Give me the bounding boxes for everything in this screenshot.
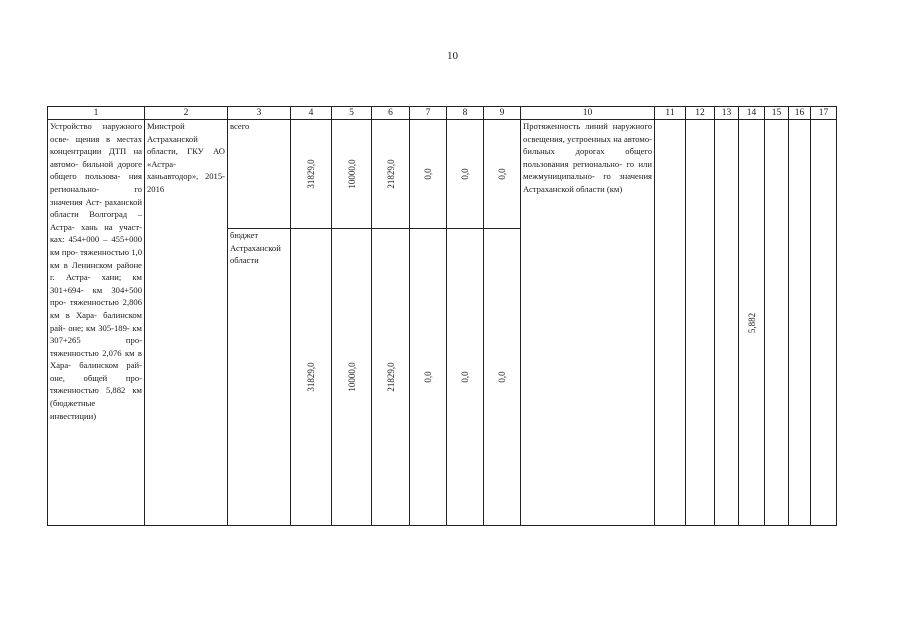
column-number: 16	[789, 107, 811, 120]
indicator-cell: Протяженность линий наружного освещения, устроенных на автомо- бильных дорогах общего пользования регионально- го или межмуниципально- го значения Астраханской области (км)	[521, 120, 655, 526]
empty-cell	[655, 120, 686, 526]
column-number: 5	[332, 107, 372, 120]
table-row-total	[48, 120, 837, 229]
column-number: 2	[145, 107, 228, 120]
value-cell	[484, 120, 521, 229]
value-text: 0,0	[460, 371, 470, 383]
value-text: 10000,0	[346, 362, 357, 392]
value-cell	[447, 120, 484, 229]
value-cell	[410, 120, 447, 229]
column-number: 10	[521, 107, 655, 120]
value-cell	[291, 229, 332, 526]
value-text: 0,0	[423, 168, 433, 180]
page-number: 10	[447, 50, 458, 62]
value-cell	[410, 229, 447, 526]
value-cell	[484, 229, 521, 526]
source-name: всего	[228, 120, 291, 229]
empty-cell	[811, 120, 837, 526]
executor-cell: Минстрой Астраханской области, ГКУ АО «Астра- ханьавтодор», 2015-2016	[145, 120, 228, 526]
value-cell	[447, 229, 484, 526]
value-text: 31829,0	[306, 159, 316, 189]
column-number: 7	[410, 107, 447, 120]
column-number: 11	[655, 107, 686, 120]
column-number-row	[48, 107, 837, 120]
empty-cell	[789, 120, 811, 526]
column-number: 13	[715, 107, 739, 120]
value-cell	[332, 229, 372, 526]
value-cell	[291, 120, 332, 229]
empty-cell	[765, 120, 789, 526]
column-number: 8	[447, 107, 484, 120]
column-number: 6	[372, 107, 410, 120]
column-number: 12	[686, 107, 715, 120]
value-text: 0,0	[497, 168, 507, 180]
source-name: бюджет Астраханской области	[228, 229, 291, 526]
value-cell	[372, 229, 410, 526]
column-number: 9	[484, 107, 521, 120]
value-text: 0,0	[423, 371, 433, 383]
value-text: 21829,0	[385, 362, 396, 392]
value-text: 10000,0	[346, 159, 357, 189]
value-text: 0,0	[460, 168, 470, 180]
value-text: 21829,0	[385, 159, 396, 189]
column-number: 4	[291, 107, 332, 120]
empty-cell	[715, 120, 739, 526]
column-number: 17	[811, 107, 837, 120]
value-text: 0,0	[497, 371, 507, 383]
program-table	[47, 106, 837, 526]
value-cell	[372, 120, 410, 229]
value-text: 5,882	[746, 312, 757, 333]
value-text: 31829,0	[306, 362, 316, 392]
value-cell	[739, 120, 765, 526]
column-number: 3	[228, 107, 291, 120]
column-number: 15	[765, 107, 789, 120]
value-cell	[332, 120, 372, 229]
column-number: 1	[48, 107, 145, 120]
column-number: 14	[739, 107, 765, 120]
measure-description: Устройство наружного осве- щения в местах концентрации ДТП на автомо- бильной дороге общего пользова- ния регионально- го значения Аст- раханской области Волгоград – Астра- хань на участ- ках: 454+000 – 455+000 км про- тяженностью 1,0 км в Ленинском районе г. Астра- хани; км 301+694- км 304+500 про- тяженностью 2,806 км в Хара- балинском рай- оне; км 305-189- км 307+265 про- тяженностью 2,076 км в Хара- балинском рай- оне, общей про- тяженностью 5,882 км (бюджетные инвестиции)	[48, 120, 145, 526]
empty-cell	[686, 120, 715, 526]
